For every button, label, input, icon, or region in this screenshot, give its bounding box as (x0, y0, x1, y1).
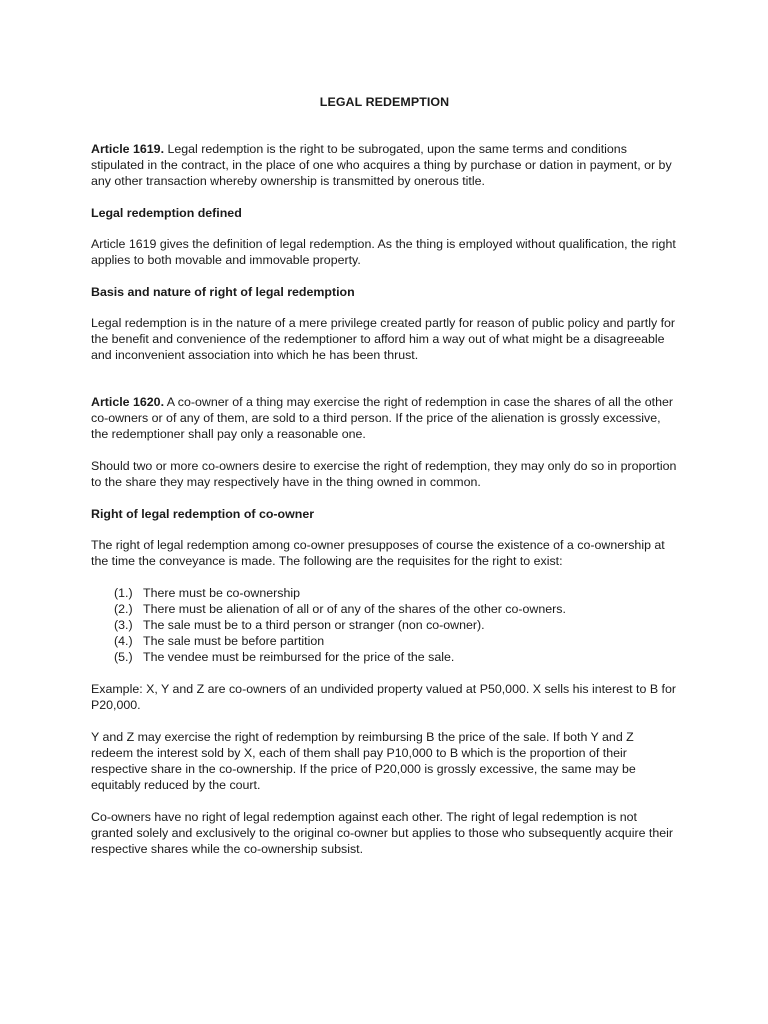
example-paragraph: Example: X, Y and Z are co-owners of an undivided property valued at P50,000. X sells his interest to B for P20,000. (91, 682, 676, 712)
requisites-list (91, 585, 678, 665)
article-1620-label: Article 1620. (91, 395, 165, 409)
page-title: LEGAL REDEMPTION (319, 95, 450, 109)
basis-paragraph: Legal redemption is in the nature of a mere privilege created partly for reason of public policy and partly for the benefit and convenience of the redemptioner to afford him a way out of what might be a disagreeable and inconvenient association into which he has been thrust. (91, 316, 676, 362)
co-owner-intro-paragraph: The right of legal redemption among co-owner presupposes of course the existence of a co-ownership at the time the conveyance is made. The following are the requisites for the right to exist: (91, 538, 665, 568)
list-item (114, 617, 678, 633)
article-1619-label: Article 1619. (91, 142, 165, 156)
article-1620-text: A co-owner of a thing may exercise the right of redemption in case the shares of all the other co-owners or of any of them, are sold to a third person. If the price of the alienation is grossly excessive, the redemptioner shall pay only a reasonable one. (91, 395, 673, 441)
section-heading-basis: Basis and nature of right of legal redemption (91, 285, 355, 299)
section-heading-defined: Legal redemption defined (91, 206, 242, 220)
list-item-text: There must be alienation of all or of any of the shares of the other co-owners. (143, 602, 566, 616)
list-item-text: The sale must be to a third person or stranger (non co-owner). (143, 618, 485, 632)
list-item (114, 585, 678, 601)
list-item-number: (5.) (114, 650, 133, 664)
list-item-text: There must be co-ownership (143, 586, 301, 600)
list-item (114, 649, 678, 665)
list-item-text: The vendee must be reimbursed for the price of the sale. (143, 650, 455, 664)
closing-paragraph: Co-owners have no right of legal redemption against each other. The right of legal redemption is not granted solely and exclusively to the original co-owner but applies to those who subsequently acquire their respective shares while the co-ownership subsist. (91, 810, 674, 856)
article-1620-paragraph-2: Should two or more co-owners desire to exercise the right of redemption, they may only do so in proportion to the share they may respectively have in the thing owned in common. (91, 459, 677, 489)
section-heading-co-owner: Right of legal redemption of co-owner (91, 507, 315, 521)
list-item (114, 601, 678, 617)
y-and-z-paragraph: Y and Z may exercise the right of redemption by reimbursing B the price of the sale. If both Y and Z redeem the interest sold by X, each of them shall pay P10,000 to B which is the proportion of their respective share in the co-ownership. If the price of P20,000 is grossly excessive, the same may be equitably reduced by the court. (91, 730, 636, 792)
article-1620-paragraph (91, 394, 678, 442)
list-item-number: (3.) (114, 618, 133, 632)
list-item-number: (4.) (114, 634, 133, 648)
defined-paragraph: Article 1619 gives the definition of legal redemption. As the thing is employed without qualification, the right applies to both movable and immovable property. (91, 237, 676, 267)
list-item-number: (1.) (114, 586, 133, 600)
article-1619-text: Legal redemption is the right to be subrogated, upon the same terms and conditions stipulated in the contract, in the place of one who acquires a thing by purchase or dation in payment, or by any other transaction whereby ownership is transmitted by onerous title. (91, 142, 672, 188)
list-item-text: The sale must be before partition (143, 634, 325, 648)
list-item-number: (2.) (114, 602, 133, 616)
article-1619-paragraph (91, 141, 678, 189)
list-item (114, 633, 678, 649)
